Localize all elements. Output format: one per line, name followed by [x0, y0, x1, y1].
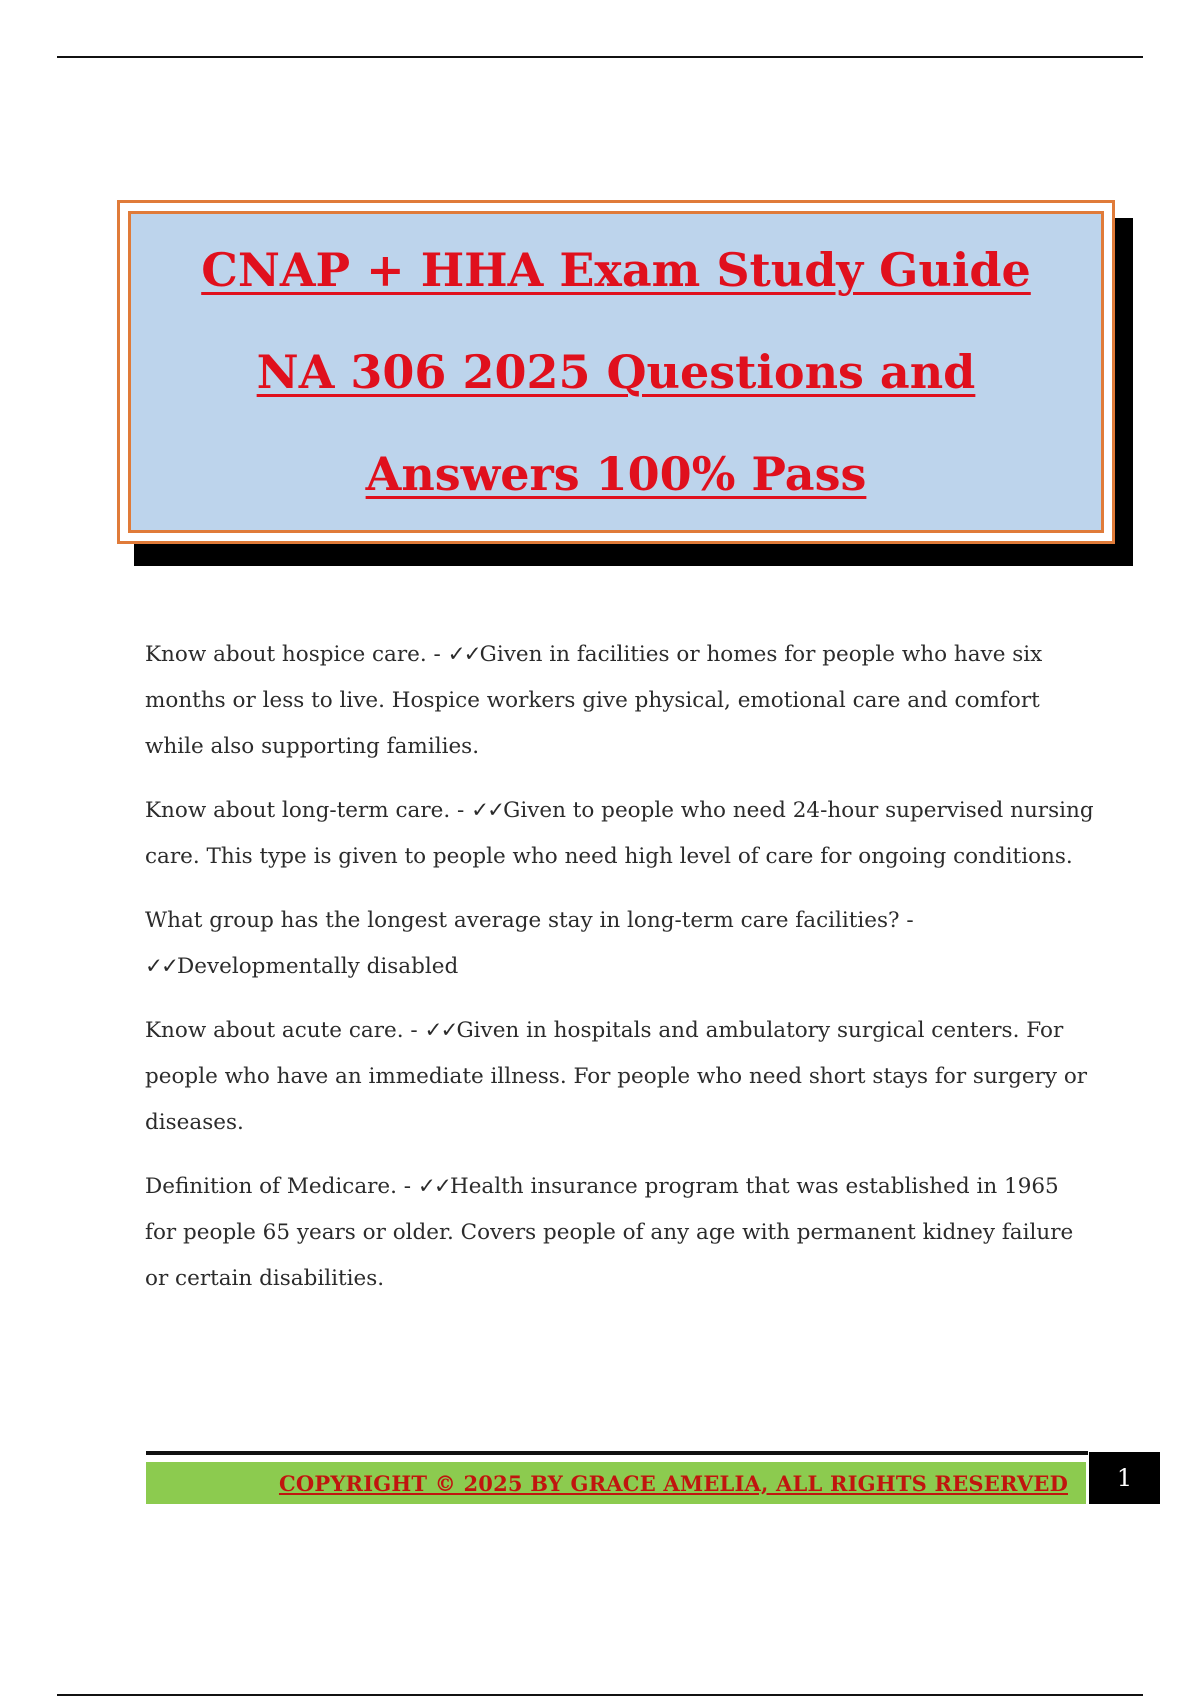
page-number-text: 1 — [1116, 1464, 1133, 1492]
page-number — [1089, 1452, 1160, 1504]
answer-text: Given in hospitals and ambulatory surgical centers. For people who have an immediate illness. For people who need short stays for surgery or diseases. — [145, 1018, 1088, 1135]
qa-list — [145, 632, 1095, 1320]
question-text: Know about acute care. - — [145, 1018, 425, 1043]
double-check-icon: ✓✓ — [471, 798, 504, 823]
title-box-inner — [128, 211, 1104, 533]
question-text: Know about long-term care. - — [145, 798, 472, 823]
answer-text: Health insurance program that was established in 1965 for people 65 years or older. Covers people of any age with permanent kidney failure or certain disabilities. — [145, 1174, 1074, 1291]
answer-text: Given to people who need 24-hour supervised nursing care. This type is given to people who need high level of care for ongoing conditions. — [145, 798, 1094, 869]
title-line-2: NA 306 2025 Questions and — [256, 345, 976, 399]
double-check-icon: ✓✓ — [424, 1018, 457, 1043]
qa-item-longest-stay — [145, 898, 1095, 990]
copyright-text: COPYRIGHT © 2025 BY GRACE AMELIA, ALL RIGHTS RESERVED — [278, 1470, 1068, 1496]
answer-text: Given in facilities or homes for people who have six months or less to live. Hospice workers give physical, emotional care and comfort while also supporting families. — [145, 642, 1043, 759]
question-text: Definition of Medicare. - — [145, 1174, 418, 1199]
qa-item-hospice-care — [145, 632, 1095, 770]
footer-rule — [146, 1451, 1088, 1455]
bottom-rule — [57, 1694, 1143, 1696]
title-box — [117, 200, 1115, 544]
qa-item-long-term-care — [145, 788, 1095, 880]
title-line-1: CNAP + HHA Exam Study Guide — [201, 243, 1031, 297]
qa-item-medicare — [145, 1164, 1095, 1302]
qa-item-acute-care — [145, 1008, 1095, 1146]
double-check-icon: ✓✓ — [145, 954, 178, 979]
question-text: What group has the longest average stay in long-term care facilities? - — [145, 908, 914, 933]
top-rule — [57, 56, 1143, 58]
title-line-3: Answers 100% Pass — [365, 447, 867, 501]
double-check-icon: ✓✓ — [447, 642, 480, 667]
double-check-icon: ✓✓ — [417, 1174, 450, 1199]
footer-bar — [146, 1462, 1086, 1504]
question-text: Know about hospice care. - — [145, 642, 448, 667]
answer-text: Developmentally disabled — [177, 954, 459, 979]
